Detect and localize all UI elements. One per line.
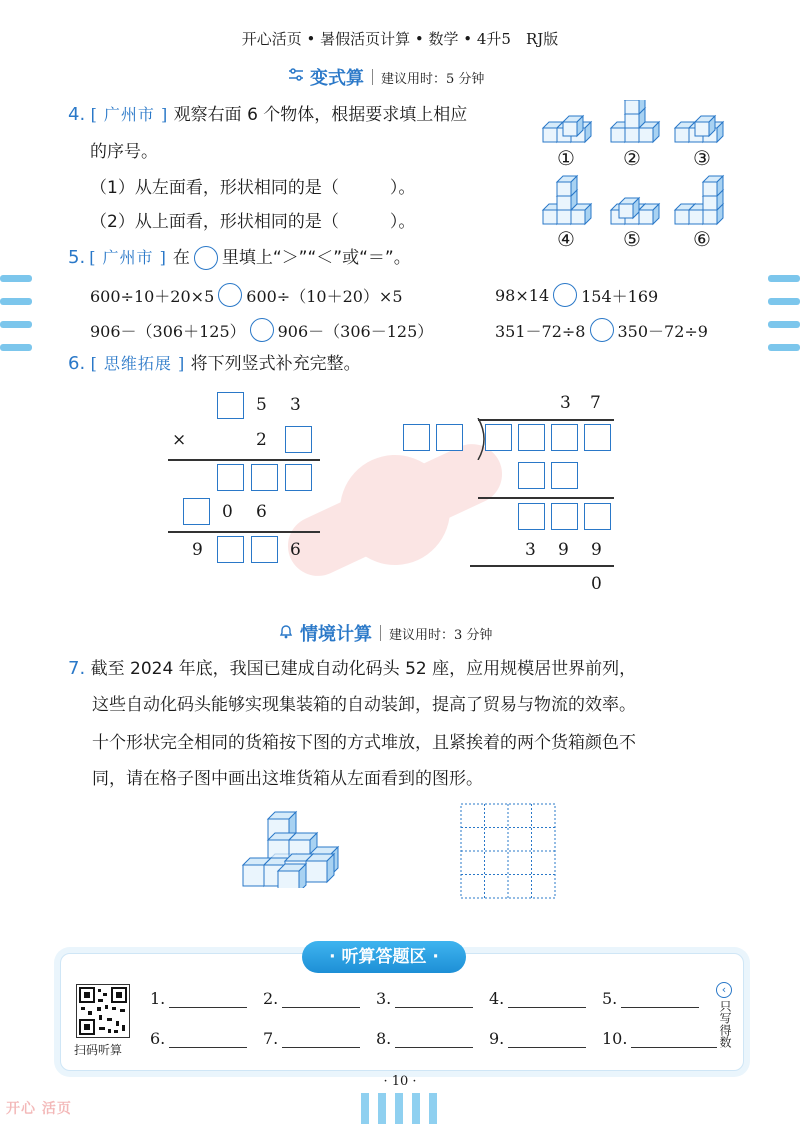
- subquestion-1: （1）从左面看，形状相同的是（ ）。: [90, 178, 416, 198]
- digit: 0: [591, 574, 602, 594]
- digit: 9: [192, 540, 203, 560]
- question-number: 5.: [68, 247, 86, 268]
- answer-slot-10[interactable]: [602, 1029, 717, 1048]
- division-bar: [478, 419, 614, 421]
- expression-left: 600÷10＋20×5: [90, 286, 215, 306]
- side-note: 只写得数: [718, 1000, 732, 1048]
- page-header: 开心活页 • 暑假活页计算 • 数学 • 4升5 RJ版: [241, 30, 559, 48]
- answer-line[interactable]: [395, 1030, 473, 1048]
- digit-box[interactable]: [436, 424, 463, 451]
- answer-slot-3[interactable]: [376, 989, 473, 1008]
- answer-number: 6.: [150, 1029, 166, 1048]
- question-text-cont: 的序号。: [90, 142, 158, 162]
- expression-left: 906－（306＋125）: [90, 321, 246, 341]
- footer-bar: [378, 1093, 386, 1124]
- answer-slot-5[interactable]: [602, 989, 699, 1008]
- figure-label-2: ②: [623, 146, 641, 170]
- section-title: 变式算: [310, 68, 364, 89]
- drawing-grid[interactable]: [460, 803, 556, 899]
- digit-box[interactable]: [551, 462, 578, 489]
- divider: [372, 69, 373, 85]
- question-text: 将下列竖式补充完整。: [190, 354, 361, 374]
- section-heading-context: [278, 620, 492, 646]
- digit-box[interactable]: [285, 426, 312, 453]
- figure-label-5: ⑤: [623, 227, 641, 251]
- answer-number: 5.: [602, 989, 618, 1008]
- qr-caption: 扫码听算: [74, 1043, 123, 1057]
- figure-label-3: ③: [693, 146, 711, 170]
- digit-box[interactable]: [217, 464, 244, 491]
- source-tag: [ 广州市 ]: [90, 105, 169, 124]
- figure-4: [543, 176, 591, 224]
- digit: 9: [558, 540, 569, 560]
- answer-line[interactable]: [508, 1030, 586, 1048]
- answer-number: 4.: [489, 989, 505, 1008]
- figure-1: [543, 116, 591, 142]
- stacked-crates-figure: [238, 808, 348, 888]
- answer-circle[interactable]: [250, 318, 274, 342]
- source-tag: [ 广州市 ]: [89, 248, 167, 267]
- figure-6: [675, 176, 723, 224]
- answer-number: 1.: [150, 989, 166, 1008]
- digit: 6: [290, 540, 301, 560]
- question-number: 6.: [68, 353, 86, 374]
- divider: [380, 625, 381, 641]
- digit-box[interactable]: [551, 424, 578, 451]
- figure-label-6: ⑥: [693, 227, 711, 251]
- digit-box[interactable]: [251, 464, 278, 491]
- answer-slot-9[interactable]: [489, 1029, 586, 1048]
- expression-right: 600÷（10＋20）×5: [246, 286, 403, 306]
- digit-box[interactable]: [217, 392, 244, 419]
- answer-circle[interactable]: [590, 318, 614, 342]
- qr-code[interactable]: [76, 984, 130, 1038]
- expression-left: 351－72÷8: [495, 321, 586, 341]
- comparison-row-4: [495, 318, 708, 342]
- bell-icon: [278, 623, 294, 643]
- rule-line: [478, 497, 614, 499]
- expression-right: 350－72÷9: [617, 321, 708, 341]
- figure-label-1: ①: [557, 146, 575, 170]
- rule-line: [168, 531, 320, 533]
- answer-area-title: · 听算答题区 ·: [302, 941, 466, 973]
- digit-box[interactable]: [403, 424, 430, 451]
- digit-box[interactable]: [485, 424, 512, 451]
- answer-number: 9.: [489, 1029, 505, 1048]
- arrow-left-icon: ‹: [716, 982, 732, 998]
- answer-circle[interactable]: [218, 283, 242, 307]
- footer-bar: [412, 1093, 420, 1124]
- question-number: 4.: [68, 104, 86, 125]
- rule-line: [168, 459, 320, 461]
- question-7: [68, 657, 636, 681]
- answer-line[interactable]: [508, 990, 586, 1008]
- answer-slot-4[interactable]: [489, 989, 586, 1008]
- question-text-line2: 这些自动化码头能够实现集装箱的自动装卸，提高了贸易与物流的效率。: [92, 695, 636, 715]
- footer-bar: [361, 1093, 369, 1124]
- footer-bar: [429, 1093, 437, 1124]
- answer-line[interactable]: [621, 990, 699, 1008]
- digit: 2: [256, 430, 267, 450]
- figure-label-4: ④: [557, 227, 575, 251]
- question-5: [68, 246, 411, 270]
- digit-box[interactable]: [518, 462, 545, 489]
- comparison-row-2: [495, 283, 658, 307]
- question-number: 7.: [68, 658, 86, 679]
- question-4: [68, 103, 467, 127]
- footer-bar: [395, 1093, 403, 1124]
- suggested-time: 建议用时：5 分钟: [381, 71, 485, 87]
- expression-right: 154＋169: [581, 286, 659, 306]
- question-text: 观察右面 6 个物体，根据要求填上相应: [173, 105, 468, 125]
- question-6: [68, 352, 361, 376]
- subquestion-2: （2）从上面看，形状相同的是（ ）。: [90, 212, 416, 232]
- question-text-pre: 在: [172, 248, 190, 268]
- digit: 7: [590, 393, 601, 413]
- question-text-line3: 十个形状完全相同的货箱按下图的方式堆放，且紧挨着的两个货箱颜色不: [92, 733, 636, 753]
- answer-number: 10.: [602, 1029, 628, 1048]
- figure-2: [611, 100, 659, 142]
- digit-box[interactable]: [584, 424, 611, 451]
- digit-box[interactable]: [217, 536, 244, 563]
- suggested-time: 建议用时：3 分钟: [389, 627, 493, 643]
- digit-box[interactable]: [251, 536, 278, 563]
- expression-right: 906－（306－125）: [277, 321, 434, 341]
- digit: 3: [290, 395, 301, 415]
- digit: 9: [591, 540, 602, 560]
- times-sign: ×: [172, 430, 187, 450]
- digit: 5: [256, 395, 267, 415]
- answer-number: 8.: [376, 1029, 392, 1048]
- digit-box[interactable]: [584, 503, 611, 530]
- digit-box[interactable]: [518, 424, 545, 451]
- rule-line: [470, 565, 614, 567]
- answer-slot-2[interactable]: [263, 989, 360, 1008]
- question-text-post: 里填上“＞”“＜”或“＝”。: [221, 248, 411, 268]
- answer-slot-1[interactable]: [150, 989, 247, 1008]
- answer-number: 3.: [376, 989, 392, 1008]
- answer-line[interactable]: [169, 990, 247, 1008]
- answer-slot-6[interactable]: [150, 1029, 247, 1048]
- answer-line[interactable]: [169, 1030, 247, 1048]
- answer-line[interactable]: [631, 1030, 717, 1048]
- question-text: 截至 2024 年底，我国已建成自动化码头 52 座，应用规模居世界前列，: [90, 659, 637, 679]
- section-heading-variant: [288, 64, 484, 90]
- figure-3: [675, 116, 723, 142]
- page-number: · 10 ·: [383, 1074, 417, 1089]
- digit: 0: [222, 502, 233, 522]
- comparison-row-3: [90, 318, 433, 342]
- answer-circle[interactable]: [553, 283, 577, 307]
- figure-5: [611, 198, 659, 224]
- brand-logo: 开心 活页: [6, 1101, 72, 1117]
- digit: 3: [560, 393, 571, 413]
- answer-line[interactable]: [282, 990, 360, 1008]
- digit-box[interactable]: [551, 503, 578, 530]
- answer-line[interactable]: [395, 990, 473, 1008]
- digit: 6: [256, 502, 267, 522]
- expression-left: 98×14: [495, 285, 550, 305]
- answer-number: 2.: [263, 989, 279, 1008]
- sliders-icon: [288, 67, 304, 87]
- digit-box[interactable]: [285, 464, 312, 491]
- answer-number: 7.: [263, 1029, 279, 1048]
- section-title: 情境计算: [300, 624, 372, 645]
- comparison-row-1: [90, 283, 403, 307]
- answer-line[interactable]: [282, 1030, 360, 1048]
- digit: 3: [525, 540, 536, 560]
- answer-slot-8[interactable]: [376, 1029, 473, 1048]
- digit-box[interactable]: [518, 503, 545, 530]
- answer-slot-7[interactable]: [263, 1029, 360, 1048]
- question-text-line4: 同，请在格子图中画出这堆货箱从左面看到的图形。: [92, 769, 483, 789]
- source-tag: [ 思维拓展 ]: [90, 354, 186, 373]
- digit-box[interactable]: [183, 498, 210, 525]
- compare-circle-sample: [194, 246, 218, 270]
